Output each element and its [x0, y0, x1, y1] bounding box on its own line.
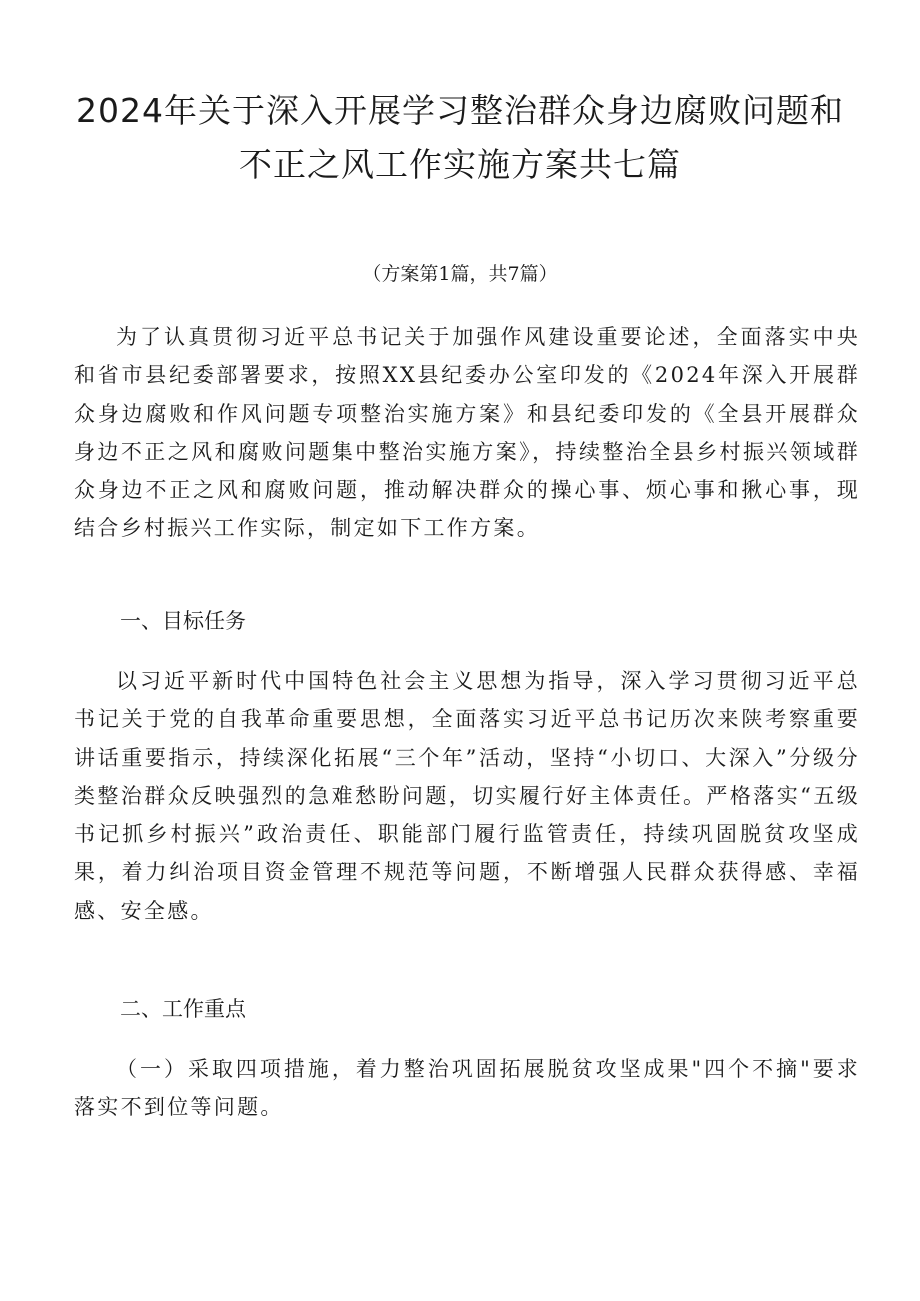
- goals-paragraph: 以习近平新时代中国特色社会主义思想为指导，深入学习贯彻习近平总书记关于党的自我革命重要思想，全面落实习近平总书记历次来陕考察重要讲话重要指示，持续深化拓展“三个年”活动，坚持“小切口、大深入”分级分类整治群众反映强烈的急难愁盼问题，切实履行好主体责任。严格落实“五级书记抓乡村振兴”政治责任、职能部门履行监管责任，持续巩固脱贫攻坚成果，着力纠治项目资金管理不规范等问题，不断增强人民群众获得感、幸福感、安全感。: [74, 669, 860, 923]
- document-subtitle: （方案第1篇，共7篇）: [362, 263, 558, 285]
- intro-paragraph: 为了认真贯彻习近平总书记关于加强作风建设重要论述，全面落实中央和省市县纪委部署要求，按照XX县纪委办公室印发的《2024年深入开展群众身边腐败和作风问题专项整治实施方案》和县纪委印发的《全县开展群众身边不正之风和腐败问题集中整治实施方案》，持续整治全县乡村振兴领域群众身边不正之风和腐败问题，推动解决群众的操心事、烦心事和揪心事，现结合乡村振兴工作实际，制定如下工作方案。: [74, 325, 860, 541]
- priorities-item-1: （一）采取四项措施，着力整治巩固拓展脱贫攻坚成果"四个不摘"要求落实不到位等问题。: [74, 1057, 860, 1120]
- document-title-line-1: 2024年关于深入开展学习整治群众身边腐败问题和: [76, 91, 844, 130]
- document-title-line-2: 不正之风工作实施方案共七篇: [239, 145, 681, 184]
- section-heading-priorities: 二、工作重点: [120, 997, 246, 1021]
- section-heading-goals: 一、目标任务: [120, 609, 246, 633]
- document-title: [60, 84, 860, 192]
